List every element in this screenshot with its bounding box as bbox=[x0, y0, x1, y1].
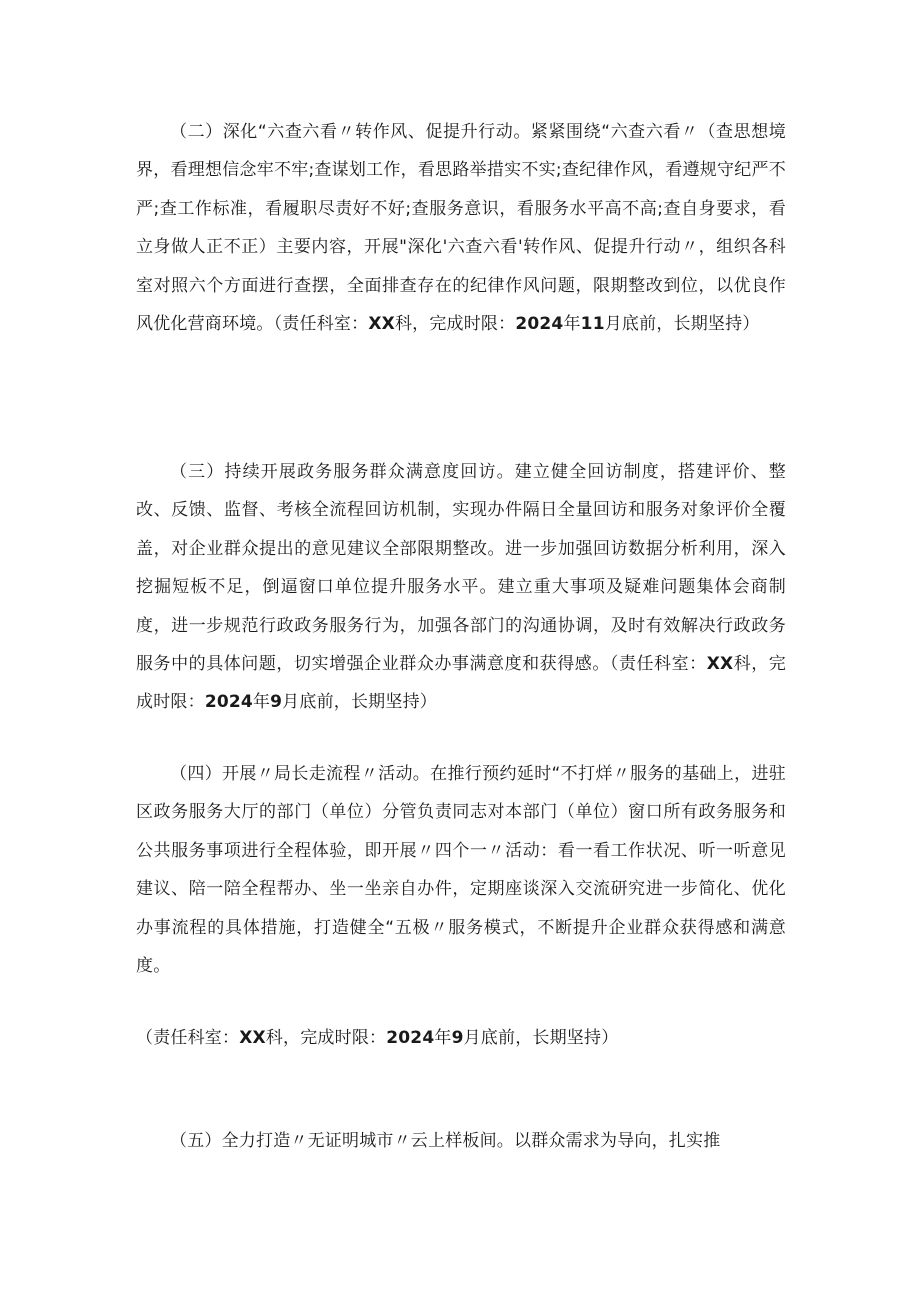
deadline-year: 2024 bbox=[386, 1028, 435, 1048]
paragraph-body: （三）持续开展政务服务群众满意度回访。建立健全回访制度，搭建评价、整改、反馈、监督、考核全流程回访机制，实现办件隔日全量回访和服务对象评价全覆盖，对企业群众提出的意见建议全部限期整改。进一步加强回访数据分析利用，深入挖掘短板不足，倒逼窗口单位提升服务水平。建立重大事项及疑难问题集体会商制度，进一步规范行政政务服务行为，加强各部门的沟通协调，及时有效解决行政政务服务中的具体问题，切实增强企业群众办事满意度和获得感。 bbox=[136, 462, 786, 675]
responsibility-prefix: （责任科室： bbox=[136, 1028, 240, 1048]
deadline-year-unit: 年 bbox=[563, 314, 581, 335]
deadline-month: 11 bbox=[580, 314, 605, 335]
deadline-year-unit: 年 bbox=[252, 692, 271, 713]
paragraph-section-4 bbox=[136, 755, 786, 985]
responsibility-mid: 科，完成时限： bbox=[394, 314, 516, 335]
paragraph-body: （二）深化“六查六看〃转作风、促提升行动。紧紧围绕“六查六看〃（查思想境界，看理想信念牢不牢;查谋划工作，看思路举措实不实;查纪律作风，看遵规守纪严不严;查工作标准，看履职尽责好不好;查服务意识，看服务水平高不高;查自身要求，看立身做人正不正）主要内容，开展"深化'六查六看'转作风、促提升行动〃，组织各科室对照六个方面进行查摆，全面排查存在的纪律作风问题，限期整改到位，以优良作风优化营商环境。 bbox=[136, 122, 786, 335]
deadline-month: 9 bbox=[451, 1028, 464, 1048]
responsible-dept: XX bbox=[239, 1028, 266, 1048]
responsible-dept: XX bbox=[368, 314, 395, 335]
responsible-dept: XX bbox=[706, 654, 734, 675]
deadline-year-unit: 年 bbox=[434, 1028, 452, 1048]
responsibility-prefix: （责任科室： bbox=[273, 314, 369, 335]
responsibility-suffix: 月底前，长期坚持） bbox=[463, 1028, 619, 1048]
deadline-year: 2024 bbox=[204, 692, 253, 713]
deadline-year: 2024 bbox=[515, 314, 564, 335]
paragraph-section-2 bbox=[136, 113, 786, 343]
deadline-month: 9 bbox=[270, 692, 283, 713]
paragraph-body: （四）开展〃局长走流程〃活动。在推行预约延时“不打烊〃服务的基础上，进驻区政务服务大厅的部门（单位）分管负责同志对本部门（单位）窗口所有政务服务和公共服务事项进行全程体验，即开展〃四个一〃活动：看一看工作状况、听一听意见建议、陪一陪全程帮办、坐一坐亲自办件，定期座谈深入交流研究进一步简化、优化办事流程的具体措施，打造健全“五极〃服务模式，不断提升企业群众获得感和满意度。 bbox=[136, 764, 786, 977]
responsibility-mid: 科，完成时限： bbox=[265, 1028, 387, 1048]
paragraph-section-4-responsibility bbox=[136, 1019, 786, 1057]
paragraph-body: （五）全力打造〃无证明城市〃云上样板间。以群众需求为导向，扎实推 bbox=[170, 1131, 721, 1151]
responsibility-prefix: （责任科室： bbox=[609, 654, 707, 675]
responsibility-mid: 科，完成时限： bbox=[136, 654, 786, 713]
responsibility-suffix: 月底前，长期坚持） bbox=[282, 692, 437, 713]
paragraph-section-3 bbox=[136, 453, 786, 722]
paragraph-section-5 bbox=[136, 1122, 786, 1160]
responsibility-suffix: 月底前，长期坚持） bbox=[604, 314, 760, 335]
